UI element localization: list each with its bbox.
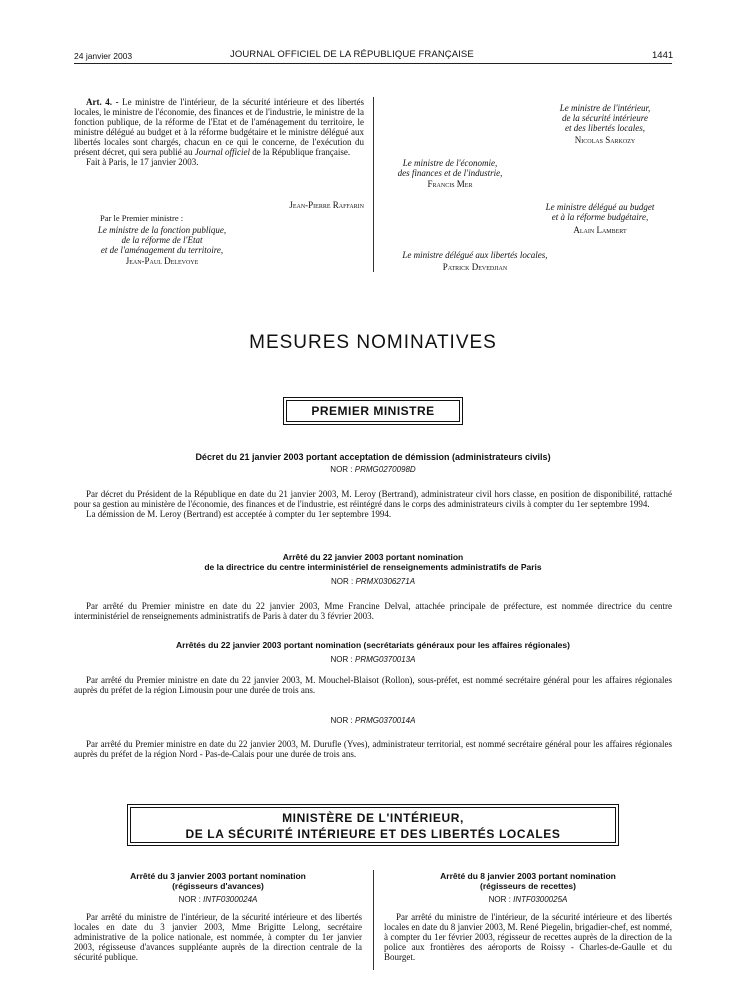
eco-title-line: des finances et de l'industrie, <box>397 168 503 178</box>
nor-code: PRMG0370013A <box>354 655 416 664</box>
column-divider <box>373 97 374 272</box>
ministere-interieur-box <box>127 804 619 846</box>
decret-paragraph: Par décret du Président de la République en date du 21 janvier 2003, M. Leroy (Bertrand), administrateur civil hors classe, en position de disponibilité, rattaché pour sa gestion au ministère de l'économie, des finances et de l'industrie, est réintégré dans le corps des administrateurs civils à compter du 1er septembre 1994. <box>74 489 672 509</box>
arrete-title-line: Arrêté du 22 janvier 2003 portant nomination <box>282 552 464 562</box>
arrete-paragraph: Par arrêté du Premier ministre en date du 22 janvier 2003, M. Durufle (Yves), administrateur territorial, est nommé secrétaire général pour les affaires régionales auprès du préfet de la région Nord - Pas-de-Calais pour une durée de trois ans. <box>74 739 672 759</box>
header-title: JOURNAL OFFICIEL DE LA RÉPUBLIQUE FRANÇAISE <box>230 49 474 60</box>
journal-name: Journal officiel <box>194 147 250 157</box>
bud-title-line: Le ministre délégué au budget <box>545 202 655 212</box>
par-le-premier-ministre: Par le Premier ministre : <box>100 213 184 223</box>
arrete-delval-nor <box>74 577 672 587</box>
arrete-paragraph: Par arrêté du Premier ministre en date du 22 janvier 2003, M. Mouchel-Blaisot (Rollon), sous-préfet, est nommé secrétaire général pour les affaires régionales auprès du préfet de la région Limousin pour une durée de trois ans. <box>74 675 672 695</box>
arrete-avances-body <box>74 912 362 962</box>
int-title-line: Le ministre de l'intérieur, <box>559 103 651 113</box>
signer-fp-title <box>74 225 250 255</box>
article-text-end: de la République française. <box>252 147 351 157</box>
fp-title-line: Le ministre de la fonction publique, <box>97 225 227 235</box>
signer-budget-name: Alain Lambert <box>573 225 627 235</box>
arretes-sgar-body-a <box>74 675 672 695</box>
premier-ministre-box <box>283 397 463 425</box>
eco-title-line: Le ministre de l'économie, <box>402 158 498 168</box>
signer-libertes-title: Le ministre délégué aux libertés locales, <box>402 250 548 260</box>
arrete-recettes-title <box>384 872 672 891</box>
decret-paragraph: La démission de M. Leroy (Bertrand) est acceptée à compter du 1er septembre 1994. <box>86 509 392 519</box>
ministere-line: DE LA SÉCURITÉ INTÉRIEURE ET DES LIBERTÉS LOCALES <box>185 827 561 841</box>
nor-label: NOR : <box>330 716 353 725</box>
arrete-title-line: Arrêté du 8 janvier 2003 portant nomination <box>440 871 616 881</box>
arrete-delval-body <box>74 601 672 621</box>
decret-nor <box>74 465 672 475</box>
nor-label: NOR : <box>488 895 511 904</box>
signer-interieur-title <box>530 103 680 133</box>
arrete-title-line: (régisseurs d'avances) <box>172 880 264 891</box>
section-title: MESURES NOMINATIVES <box>249 332 497 353</box>
signer-premier-ministre: Jean-Pierre Raffarin <box>289 200 364 210</box>
signer-budget-title <box>520 202 680 222</box>
arrete-paragraph: Par arrêté du Premier ministre en date du 22 janvier 2003, Mme Francine Delval, attachée principale de préfecture, est nommée directrice du centre interministériel de renseignements administratifs de Paris à dater du 3 février 2003. <box>74 601 672 621</box>
arretes-sgar-body-b <box>74 739 672 759</box>
ministere-interieur-label <box>130 807 616 843</box>
int-title-line: et des libertés locales, <box>565 123 645 133</box>
article-4 <box>74 97 364 167</box>
bottom-column-divider <box>373 870 374 970</box>
nor-label: NOR : <box>330 655 353 664</box>
fp-title-line: de la réforme de l'Etat <box>121 235 203 245</box>
arrete-recettes-body <box>384 912 672 962</box>
fait-a-paris: Fait à Paris, le 17 janvier 2003. <box>86 157 199 167</box>
decret-title: Décret du 21 janvier 2003 portant acceptation de démission (administrateurs civils) <box>195 452 551 462</box>
signer-economie-name: Francis Mer <box>427 179 473 189</box>
signer-fp-name: Jean-Paul Delevoye <box>125 256 199 266</box>
header-date: 24 janvier 2003 <box>74 51 133 61</box>
int-title-line: de la sécurité intérieure <box>562 113 648 123</box>
nor-label: NOR : <box>330 577 354 586</box>
fp-title-line: et de l'aménagement du territoire, <box>100 245 224 255</box>
decret-body <box>74 489 672 519</box>
arretes-sgar-title: Arrêtés du 22 janvier 2003 portant nomination (secrétariats généraux pour les affaires régionales) <box>176 640 570 650</box>
arrete-title-line: Arrêté du 3 janvier 2003 portant nomination <box>130 871 306 881</box>
ministere-line: MINISTÈRE DE L'INTÉRIEUR, <box>282 811 464 825</box>
arretes-sgar-nor-b <box>74 716 672 726</box>
nor-code: INTF0300025A <box>513 895 568 904</box>
arrete-avances-nor <box>74 895 362 905</box>
nor-label: NOR : <box>178 895 201 904</box>
arrete-delval-title <box>74 553 672 572</box>
nor-code: PRMG0370014A <box>354 716 416 725</box>
signer-economie-title <box>375 158 525 178</box>
arretes-sgar-nor-a <box>74 655 672 665</box>
signer-interieur-name: Nicolas Sarkozy <box>574 135 636 145</box>
arrete-paragraph: Par arrêté du ministre de l'intérieur, de la sécurité intérieure et des libertés locales en date du 3 janvier 2003, Mme Brigitte Lelong, secrétaire administrative de la police nationale, est nommée, à compter du 1er janvier 2003, régisseuse d'avances suppléante auprès de la direction centrale de la sécurité publique. <box>74 912 362 962</box>
bud-title-line: et à la réforme budgétaire, <box>551 212 649 222</box>
header-rule <box>74 63 672 64</box>
article-label: Art. 4. - <box>86 97 119 107</box>
premier-ministre-label: PREMIER MINISTRE <box>286 400 460 422</box>
arrete-avances-title <box>74 872 362 891</box>
nor-code: PRMG0270098D <box>354 465 416 474</box>
nor-label: NOR : <box>330 465 353 474</box>
nor-code: INTF0300024A <box>203 895 258 904</box>
header-page-number: 1441 <box>652 50 674 61</box>
arrete-title-line: de la directrice du centre interministériel de renseignements administratifs de Paris <box>204 561 542 572</box>
nor-code: PRMX0306271A <box>355 577 416 586</box>
arrete-title-line: (régisseurs de recettes) <box>480 880 576 891</box>
article-text: Le ministre de l'intérieur, de la sécurité intérieure et des libertés locales, le ministre de l'économie, des finances et de l'industrie, le ministre de la fonction publique, de la réforme de l'Etat et de l'aménagement du territoire, le ministre délégué au budget et à la réforme budgétaire et le ministre délégué aux libertés locales sont chargés, chacun en ce qui le concerne, de l'exécution du présent décret, qui sera publié au <box>74 97 364 157</box>
arrete-recettes-nor <box>384 895 672 905</box>
signer-libertes-name: Patrick Devedjian <box>442 262 508 272</box>
arrete-paragraph: Par arrêté du ministre de l'intérieur, de la sécurité intérieure et des libertés locales en date du 8 janvier 2003, M. René Piegelin, brigadier-chef, est nommé, à compter du 1er février 2003, régisseur de recettes auprès de la direction de la police aux frontières des aéroports de Roissy - Charles-de-Gaulle et du Bourget. <box>384 912 672 962</box>
